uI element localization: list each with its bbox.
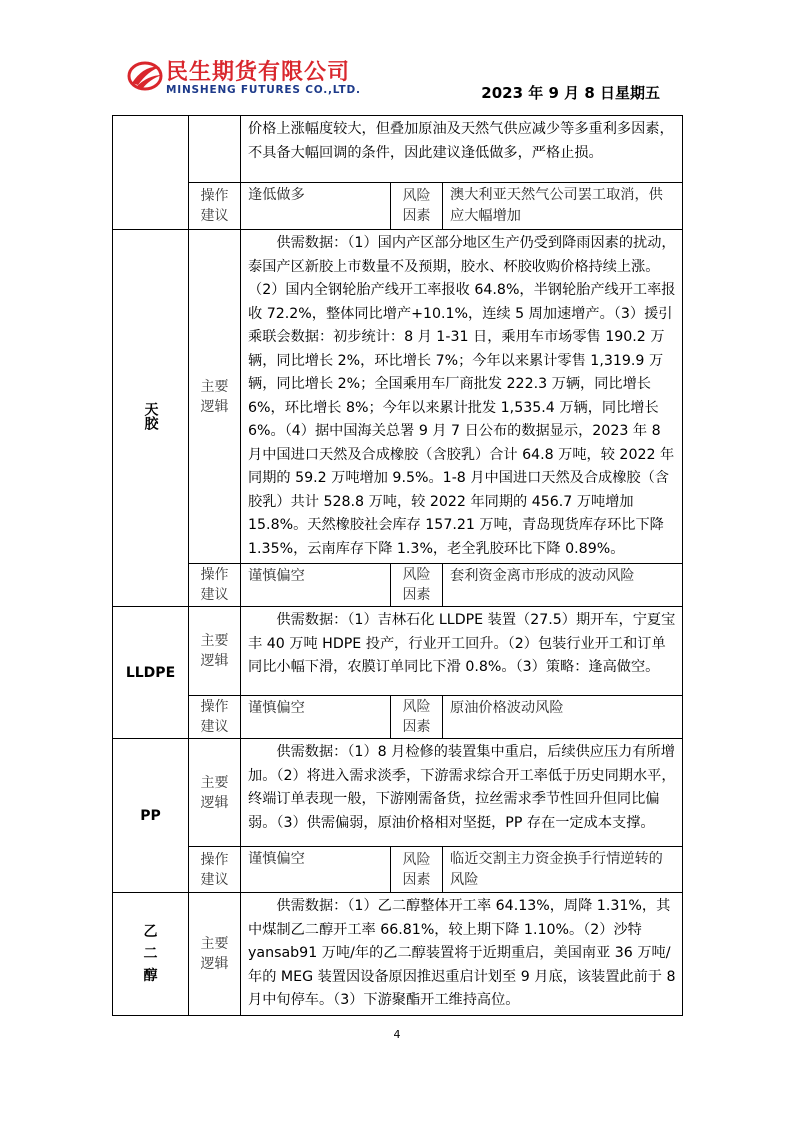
category-pp: PP	[113, 739, 189, 893]
page-number: 4	[393, 1028, 401, 1041]
table-row	[113, 739, 683, 847]
risk-label: 风险 因素	[391, 847, 443, 893]
operation-value: 谨慎偏空	[241, 696, 391, 739]
risk-value: 临近交割主力资金换手行情逆转的风险	[443, 847, 683, 893]
table-row	[113, 696, 683, 739]
table-row	[113, 230, 683, 564]
pp-logic-text: 供需数据：（1）8 月检修的装置集中重启，后续供应压力有所增加。（2）将进入需求淡季，下游需求综合开工率低于历史同期水平，终端订单表现一般，下游刚需备货，拉丝需求季节性回升但同比偏弱。（3）供需偏弱，原油价格相对坚挺，PP 存在一定成本支撑。	[241, 739, 683, 847]
risk-value: 澳大利亚天然气公司罢工取消，供应大幅增加	[443, 183, 683, 230]
category-lldpe: LLDPE	[113, 607, 189, 739]
operation-value: 谨慎偏空	[241, 847, 391, 893]
risk-value: 套利资金离市形成的波动风险	[443, 564, 683, 607]
risk-label: 风险 因素	[391, 183, 443, 230]
analysis-table	[112, 115, 683, 1016]
risk-value: 原油价格波动风险	[443, 696, 683, 739]
company-name-en: MINSHENG FUTURES CO.,LTD.	[166, 84, 361, 96]
label-cell-empty	[189, 116, 241, 183]
continued-logic-text: 价格上涨幅度较大，但叠加原油及天然气供应减少等多重利多因素，不具备大幅回调的条件，因此建议逢低做多，严格止损。	[241, 116, 683, 183]
category-label: 天胶	[142, 402, 159, 430]
report-date: 2023 年 9 月 8 日星期五	[481, 84, 660, 102]
risk-label: 风险 因素	[391, 564, 443, 607]
operation-label: 操作 建议	[189, 847, 241, 893]
operation-label: 操作 建议	[189, 183, 241, 230]
company-name-cn: 民生期货有限公司	[166, 60, 351, 85]
table-row	[113, 183, 683, 230]
table-row	[113, 564, 683, 607]
logic-label: 主要 逻辑	[189, 230, 241, 564]
lldpe-logic-text: 供需数据：（1）吉林石化 LLDPE 装置（27.5）期开车，宁夏宝丰 40 万吨 HDPE 投产，行业开工回升。（2）包装行业开工和订单同比小幅下滑，农膜订单同比下滑 0.8%。（3）策略：逢高做空。	[241, 607, 683, 696]
company-logo	[126, 55, 366, 103]
risk-label: 风险 因素	[391, 696, 443, 739]
operation-value: 谨慎偏空	[241, 564, 391, 607]
minsheng-logo-icon	[126, 57, 164, 93]
category-meg: 乙 二 醇	[113, 893, 189, 1016]
table-row	[113, 893, 683, 1016]
meg-logic-text: 供需数据：（1）乙二醇整体开工率 64.13%，周降 1.31%，其中煤制乙二醇开工率 66.81%，较上期下降 1.10%。（2）沙特 yansab91 万吨/年的乙二醇装置将于近期重启，美国南亚 36 万吨/年的 MEG 装置因设备原因推迟重启计划至 9 月底，该装置此前于 8 月中旬停车。（3）下游聚酯开工维持高位。	[241, 893, 683, 1016]
category-rubber	[113, 230, 189, 607]
table-row	[113, 607, 683, 696]
operation-label: 操作 建议	[189, 564, 241, 607]
category-cell-continued	[113, 116, 189, 230]
logic-label: 主要 逻辑	[189, 607, 241, 696]
rubber-logic-text: 供需数据：（1）国内产区部分地区生产仍受到降雨因素的扰动，泰国产区新胶上市数量不及预期，胶水、杯胶收购价格持续上涨。（2）国内全钢轮胎产线开工率报收 64.8%，半钢轮胎产线开工率报收 72.2%，整体同比增产+10.1%，连续 5 周加速增产。（3）援引乘联会数据：初步统计：8 月 1-31 日，乘用车市场零售 190.2 万辆，同比增长 2%，环比增长 7%；今年以来累计零售 1,319.9 万辆，同比增长 2%；全国乘用车厂商批发 222.3 万辆，同比增长 6%，环比增长 8%；今年以来累计批发 1,535.4 万辆，同比增长 6%。（4）据中国海关总署 9 月 7 日公布的数据显示，2023 年 8 月中国进口天然及合成橡胶（含胶乳）合计 64.8 万吨，较 2022 年同期的 59.2 万吨增加 9.5%。1-8 月中国进口天然及合成橡胶（含胶乳）共计 528.8 万吨，较 2022 年同期的 456.7 万吨增加 15.8%。天然橡胶社会库存 157.21 万吨，青岛现货库存环比下降 1.35%，云南库存下降 1.3%，老全乳胶环比下降 0.89%。	[241, 230, 683, 564]
logic-label: 主要 逻辑	[189, 739, 241, 847]
table-row	[113, 847, 683, 893]
operation-label: 操作 建议	[189, 696, 241, 739]
operation-value: 逢低做多	[241, 183, 391, 230]
table-row	[113, 116, 683, 183]
logic-label: 主要 逻辑	[189, 893, 241, 1016]
